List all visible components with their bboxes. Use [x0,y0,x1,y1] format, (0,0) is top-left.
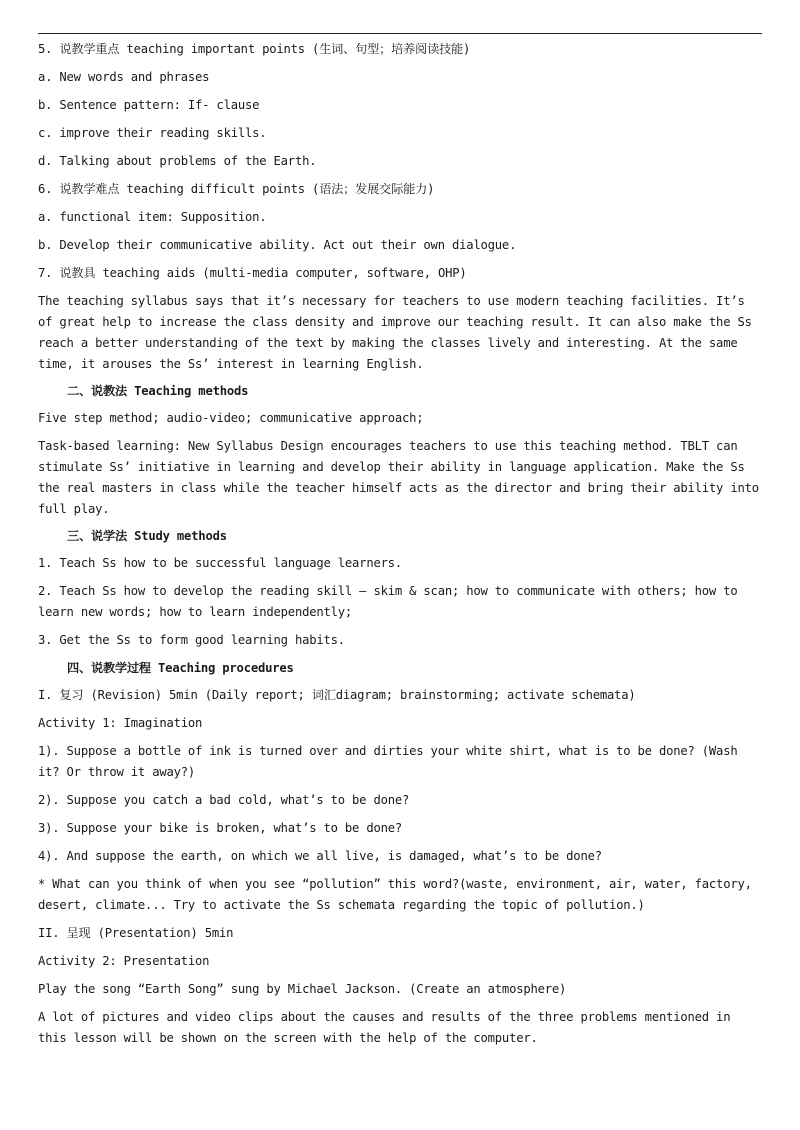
procedure-presentation: II. 呈现 (Presentation) 5min [38,926,234,940]
procedure-song: Play the song “Earth Song” sung by Michael Jackson. (Create an atmosphere) [38,982,567,996]
point-5a: a. New words and phrases [38,70,210,84]
study-item-2: 2. Teach Ss how to develop the reading skill — skim & scan; how to communicate with others; how to learn new words; how to learn independently; [38,584,738,619]
procedure-activity-2: Activity 2: Presentation [38,954,210,968]
procedure-activity-1: Activity 1: Imagination [38,716,203,730]
point-6-title: 6. 说教学难点 teaching difficult points (语法；发展交际能力) [38,182,435,196]
study-item-1: 1. Teach Ss how to be successful language learners. [38,556,403,570]
header-rule [38,33,762,34]
procedure-pollution-note: * What can you think of when you see “pollution” this word?(waste, environment, air, water, factory, desert, climate... Try to activate the Ss schemata regarding the topic of pollution.) [38,877,752,912]
point-5d: d. Talking about problems of the Earth. [38,154,317,168]
procedure-pictures: A lot of pictures and video clips about the causes and results of the three problems mentioned in this lesson will be shown on the screen with the help of the computer. [38,1010,731,1045]
procedure-q2: 2). Suppose you catch a bad cold, what’s to be done? [38,793,410,807]
study-item-3: 3. Get the Ss to form good learning habits. [38,633,345,647]
point-5-title: 5. 说教学重点 teaching important points (生词、句型；培养阅读技能) [38,42,471,56]
heading-teaching-methods: 二、说教法 Teaching methods [67,384,249,398]
point-5b: b. Sentence pattern: If- clause [38,98,260,112]
heading-teaching-procedures: 四、说教学过程 Teaching procedures [67,661,294,675]
procedure-q4: 4). And suppose the earth, on which we all live, is damaged, what’s to be done? [38,849,602,863]
procedure-q1: 1). Suppose a bottle of ink is turned over and dirties your white shirt, what is to be done? (Wash it? Or throw it away?) [38,744,738,779]
point-6b: b. Develop their communicative ability. Act out their own dialogue. [38,238,517,252]
point-7-title: 7. 说教具 teaching aids (multi-media computer, software, OHP) [38,266,467,280]
methods-line: Five step method; audio-video; communicative approach; [38,411,424,425]
procedure-q3: 3). Suppose your bike is broken, what’s to be done? [38,821,403,835]
point-6a: a. functional item: Supposition. [38,210,267,224]
document-body [38,39,762,1056]
heading-study-methods: 三、说学法 Study methods [67,529,227,543]
methods-paragraph: Task-based learning: New Syllabus Design encourages teachers to use this teaching method. TBLT can stimulate Ss’ initiative in learning and develop their ability in language application. Make the Ss the real masters in class while the teacher himself acts as the director and bring their ability into full play. [38,439,759,516]
aids-paragraph: The teaching syllabus says that it’s necessary for teachers to use modern teaching facilities. It’s of great help to increase the class density and improve our teaching result. It can also make the Ss reach a better understanding of the text by making the classes lively and interesting. At the same time, it arouses the Ss’ interest in learning English. [38,294,752,371]
procedure-revision: I. 复习 (Revision) 5min (Daily report; 词汇diagram; brainstorming; activate schemata) [38,688,636,702]
point-5c: c. improve their reading skills. [38,126,267,140]
